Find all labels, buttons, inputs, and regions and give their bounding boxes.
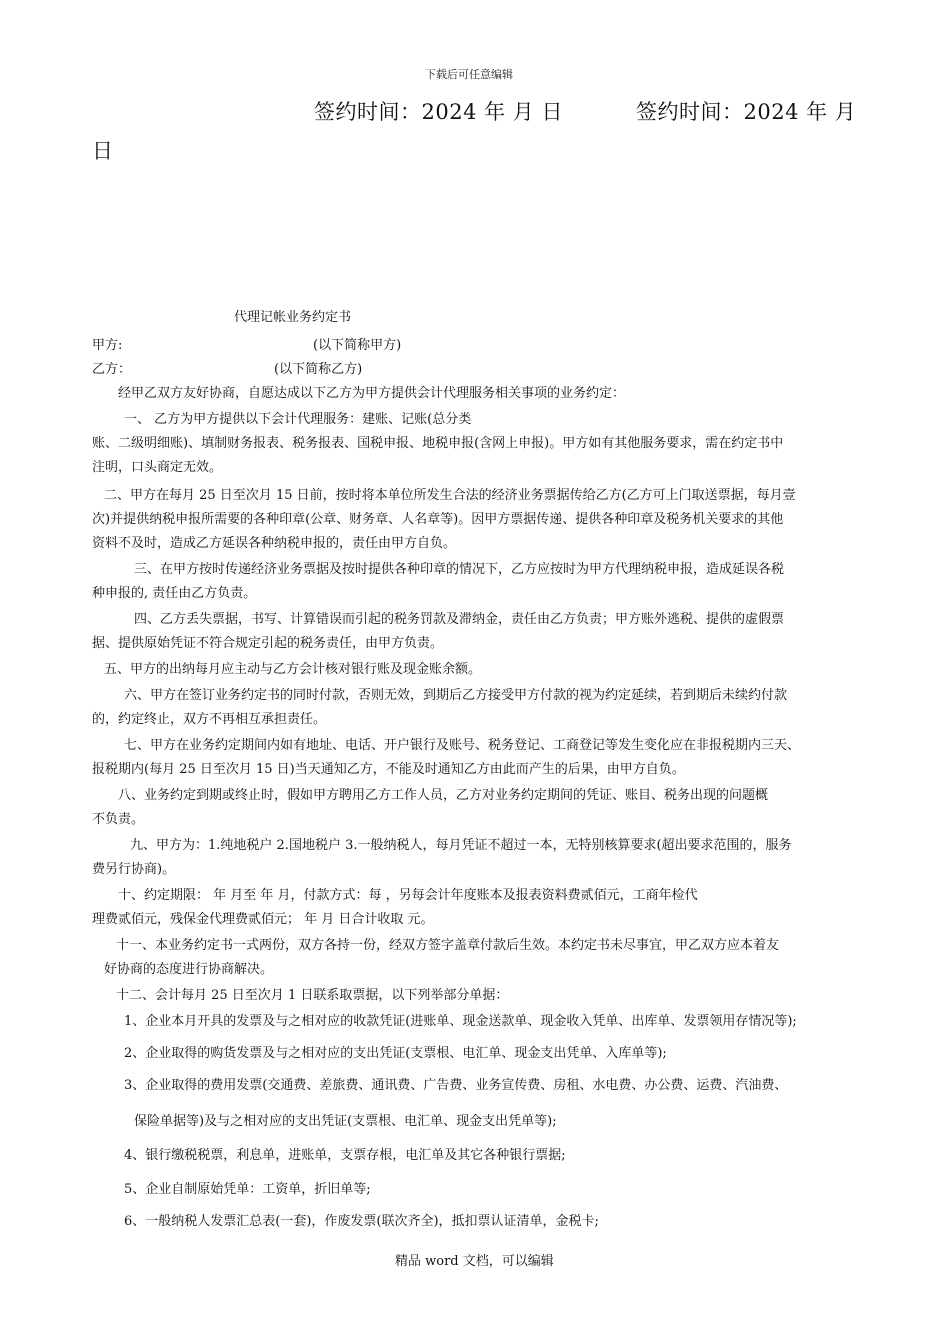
header-note: 下载后可任意编辑	[425, 68, 513, 81]
item-1: 1、企业本月开具的发票及与之相对应的收款凭证(进账单、现金送款单、现金收入凭单、出库单、发票领用存情况等);	[124, 1014, 797, 1029]
clause-2-line-2: 次)并提供纳税申报所需要的各种印章(公章、财务章、人名章等)。因甲方票据传递、提供各种印章及税务机关要求的其他	[92, 512, 784, 527]
clause-11-line-1: 十一、本业务约定书一式两份，双方各持一份，经双方签字盖章付款后生效。本约定书未尽事宜，甲乙双方应本着友	[116, 938, 780, 953]
document-title: 代理记帐业务约定书	[234, 310, 352, 325]
item-4: 4、银行缴税税票，利息单，进账单，支票存根，电汇单及其它各种银行票据;	[124, 1148, 566, 1163]
clause-5: 五、甲方的出纳每月应主动与乙方会计核对银行账及现金账余额。	[104, 662, 482, 677]
clause-4-line-2: 据、提供原始凭证不符合规定引起的税务责任，由甲方负责。	[92, 636, 444, 651]
item-6: 6、一般纳税人发票汇总表(一套)，作废发票(联次齐全)，抵扣票认证清单，金税卡;	[124, 1214, 599, 1229]
intro-paragraph: 经甲乙双方友好协商，自愿达成以下乙方为甲方提供会计代理服务相关事项的业务约定：	[118, 386, 626, 401]
clause-12: 十二、会计每月 25 日至次月 1 日联系取票据，以下列举部分单据：	[116, 988, 509, 1003]
clause-3-line-2: 种申报的, 责任由乙方负责。	[92, 586, 257, 601]
clause-4-line-1: 四、乙方丢失票据，书写、计算错误而引起的税务罚款及滞纳金，责任由乙方负责；甲方账外逃税、提供的虚假票	[134, 612, 785, 627]
clause-2-line-3: 资料不及时，造成乙方延误各种纳税申报的，责任由甲方自负。	[92, 536, 457, 551]
item-3-line-2: 保险单据等)及与之相对应的支出凭证(支票根、电汇单、现金支出凭单等);	[134, 1114, 557, 1129]
item-2: 2、企业取得的购货发票及与之相对应的支出凭证(支票根、电汇单、现金支出凭单、入库单等);	[124, 1046, 667, 1061]
party-a-note: (以下简称甲方)	[313, 338, 402, 353]
clause-10-line-2: 理费贰佰元，残保金代理费贰佰元； 年 月 日合计收取 元。	[92, 912, 434, 927]
item-5: 5、企业自制原始凭单：工资单，折旧单等;	[124, 1182, 371, 1197]
signing-date-2: 签约时间：2024 年 月	[636, 100, 857, 124]
party-b-note: (以下简称乙方)	[274, 362, 363, 377]
clause-6-line-1: 六、甲方在签订业务约定书的同时付款，否则无效，到期后乙方接受甲方付款的视为约定延续，若到期后未续约付款	[124, 688, 788, 703]
clause-9-line-2: 费另行协商)。	[92, 862, 176, 877]
clause-9-line-1: 九、甲方为：1.纯地税户 2.国地税户 3.一般纳税人，每月凭证不超过一本，无特别核算要求(超出要求范围的，服务	[130, 838, 792, 853]
item-3-line-1: 3、企业取得的费用发票(交通费、差旅费、通讯费、广告费、业务宣传费、房租、水电费、办公费、运费、汽油费、	[124, 1078, 788, 1093]
clause-7-line-1: 七、甲方在业务约定期间内如有地址、电话、开户银行及账号、税务登记、工商登记等发生变化应在非报税期内三天、	[124, 738, 801, 753]
party-a-label: 甲方:	[92, 338, 123, 353]
signing-date-1: 签约时间：2024 年 月 日	[314, 100, 563, 124]
clause-1-line-3: 注明，口头商定无效。	[92, 460, 223, 475]
party-b-label: 乙方：	[92, 362, 132, 377]
footer-note: 精品 word 文档，可以编辑	[395, 1254, 554, 1269]
clause-7-line-2: 报税期内(每月 25 日至次月 15 日)当天通知乙方，不能及时通知乙方由此而产生的后果，由甲方自负。	[92, 762, 685, 777]
clause-1-line-1: 一、 乙方为甲方提供以下会计代理服务：建账、记账(总分类	[124, 412, 472, 427]
clause-1-line-2: 账、二级明细账)、填制财务报表、税务报表、国税申报、地税申报(含网上申报)。甲方如有其他服务要求，需在约定书中	[92, 436, 784, 451]
clause-11-line-2: 好协商的态度进行协商解决。	[104, 962, 274, 977]
clause-8-line-1: 八、业务约定到期或终止时，假如甲方聘用乙方工作人员，乙方对业务约定期间的凭证、账目、税务出现的问题概	[118, 788, 769, 803]
clause-3-line-1: 三、在甲方按时传递经济业务票据及按时提供各种印章的情况下，乙方应按时为甲方代理纳税申报，造成延误各税	[134, 562, 785, 577]
clause-2-line-1: 二、甲方在每月 25 日至次月 15 日前，按时将本单位所发生合法的经济业务票据传给乙方(乙方可上门取送票据，每月壹	[104, 488, 796, 503]
clause-10-line-1: 十、约定期限： 年 月至 年 月，付款方式：每 ，另每会计年度账本及报表资料费贰佰元，工商年检代	[118, 888, 698, 903]
clause-6-line-2: 的，约定终止，双方不再相互承担责任。	[92, 712, 327, 727]
clause-8-line-2: 不负责。	[92, 812, 145, 827]
signing-date-wrap: 日	[92, 139, 114, 163]
